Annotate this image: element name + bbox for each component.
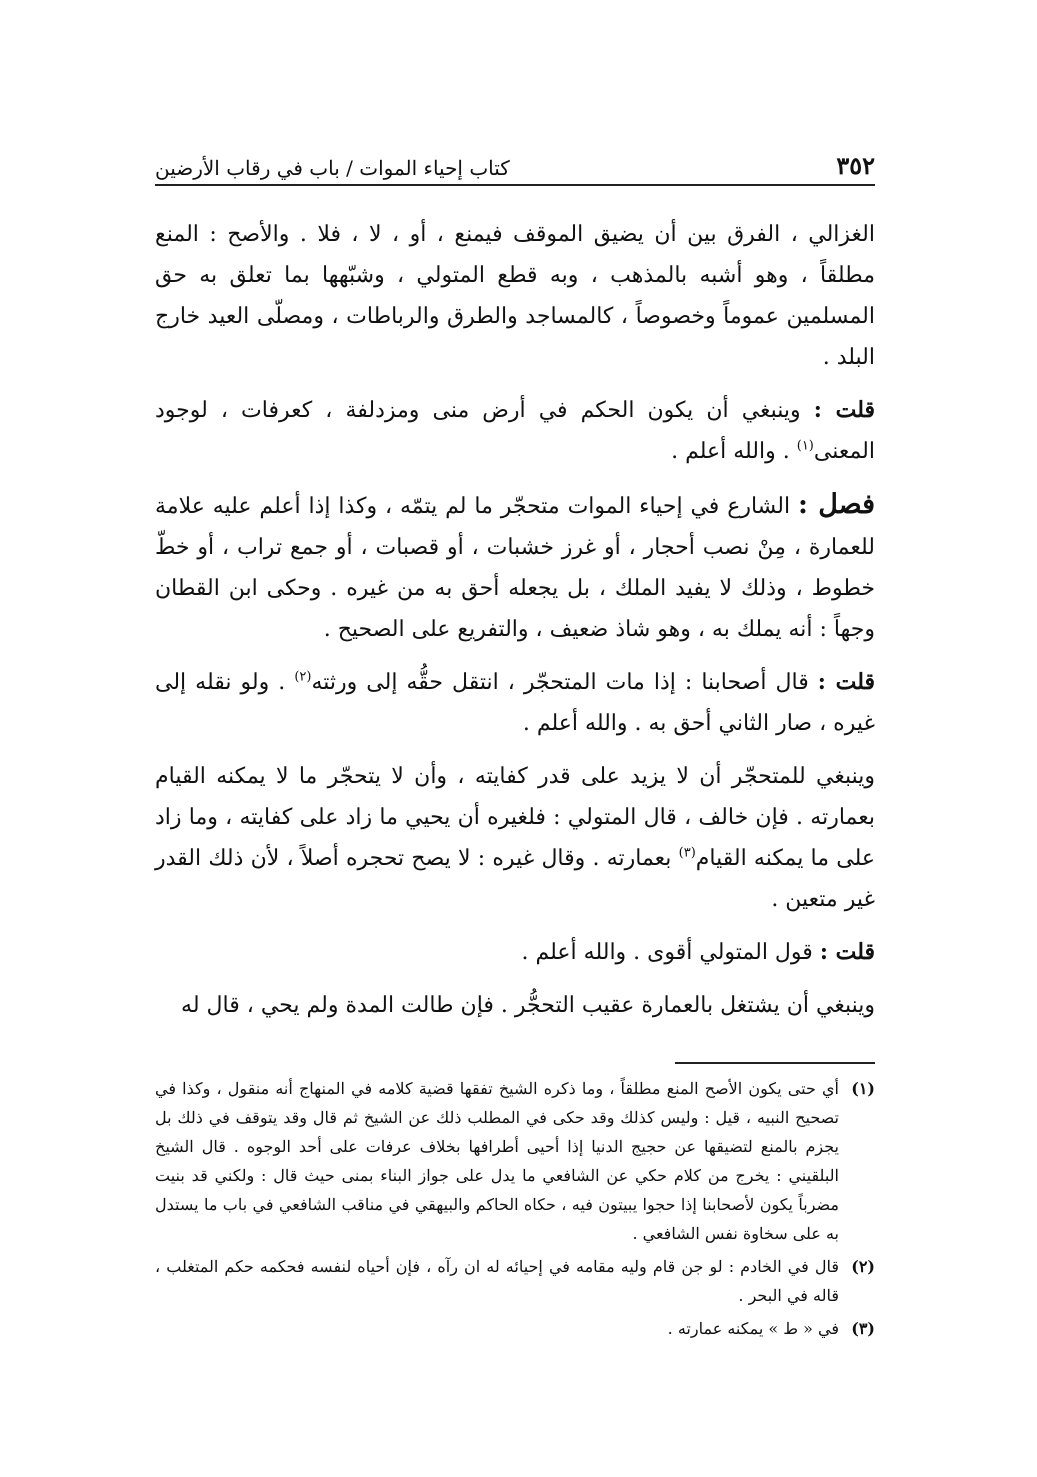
paragraph-text: . والله أعلم . (671, 439, 790, 464)
footnote-1 (155, 1074, 875, 1248)
paragraph-1: الغزالي ، الفرق بين أن يضيق الموقف فيمنع ، أو ، لا ، فلا . والأصح : المنع مطلقاً ، وهو أشبه بالمذهب ، وبه قطع المتولي ، وشبّهها بما تعلق به حق المسلمين عموماً وخصوصاً ، كالمساجد والطرق والرباطات ، ومصلّى العيد خارج البلد . (155, 222, 875, 370)
footnote-number: (٢) (851, 1257, 875, 1276)
paragraph-text: وينبغي أن يكون الحكم في أرض منى ومزدلفة ، كعرفات ، لوجود المعنى (155, 398, 875, 464)
footnote-3 (155, 1314, 875, 1343)
paragraph-text: بعمارته . وقال غيره : لا يصح تحجره أصلاً ، لأن ذلك القدر غير متعين . (155, 846, 875, 912)
paragraph-5 (155, 756, 875, 920)
main-text (155, 214, 875, 1026)
footnote-text: قال في الخادم : لو جن قام وليه مقامه في إحيائه له ان رآه ، فإن أحياه لنفسه فحكمه حكم المتغلب ، قاله في البحر . (155, 1257, 839, 1305)
page-number: ٣٥٢ (836, 151, 875, 180)
book-page (155, 140, 875, 1347)
paragraph-lead: قلت : (813, 397, 876, 423)
paragraph-text: . ولو نقله إلى غيره ، صار الثاني أحق به . والله أعلم . (155, 670, 875, 736)
paragraph-2 (155, 390, 875, 472)
paragraph-4 (155, 662, 875, 744)
footnote-ref-1[interactable]: (١) (796, 438, 814, 454)
footnotes (155, 1074, 875, 1343)
footnote-text: في « ط » يمكنه عمارته . (667, 1319, 839, 1338)
running-header (155, 140, 875, 186)
footnote-text: أي حتى يكون الأصح المنع مطلقاً ، وما ذكره الشيخ تفقها قضية كلامه في المنهاج أنه منقول ، وكذا في تصحيح النبيه ، قيل : وليس كذلك وقد حكى في المطلب ذلك عن الشيخ ثم قال وقد يتوقف في ذلك بل يجزم بالمنع لتضيقها عن حجيج الدنيا إذا أحيى أطرافها بخلاف عرفات على أحد الوجوه . قال الشيخ البلقيني : يخرج من كلام حكي عن الشافعي ما يدل على جواز البناء بمنى حيث قال : ولكني قد بنيت مضرباً يكون لأصحابنا إذا حجوا يبيتون فيه ، حكاه الحاكم والبيهقي في مناقب الشافعي في باب ما يستدل به على سخاوة نفس الشافعي . (155, 1079, 839, 1243)
paragraph-7: وينبغي أن يشتغل بالعمارة عقيب التحجُّر . فإن طالت المدة ولم يحي ، قال له (181, 993, 875, 1018)
paragraph-6 (155, 932, 875, 973)
running-title: كتاب إحياء الموات / باب في رقاب الأرضين (155, 156, 510, 180)
footnote-ref-3[interactable]: (٣) (678, 845, 696, 861)
footnote-number: (١) (851, 1079, 875, 1098)
paragraph-3 (155, 484, 875, 650)
paragraph-text: الشارع في إحياء الموات متحجّر ما لم يتمّه ، وكذا إذا أعلم عليه علامة للعمارة ، مِنْ نصب أحجار ، أو غرز خشبات ، أو قصبات ، أو جمع تراب ، أو خطّ خطوط ، وذلك لا يفيد الملك ، بل يجعله أحق به من غيره . وحكى ابن القطان وجهاً : أنه يملك به ، وهو شاذ ضعيف ، والتفريع على الصحيح . (155, 494, 875, 642)
paragraph-text: وينبغي للمتحجّر أن لا يزيد على قدر كفايته ، وأن لا يتحجّر ما لا يمكنه القيام بعمارته . فإن خالف ، قال المتولي : فلغيره أن يحيي ما زاد على كفايته ، وما زاد على ما يمكنه القيام (155, 764, 876, 871)
footnote-2 (155, 1252, 875, 1310)
footnote-divider (675, 1062, 875, 1064)
paragraph-text: قول المتولي أقوى . والله أعلم . (521, 940, 813, 965)
footnote-ref-2[interactable]: (٢) (294, 669, 312, 685)
paragraph-lead: قلت : (819, 939, 875, 965)
paragraph-lead: قلت : (817, 669, 876, 695)
section-heading: فصل : (797, 489, 876, 520)
footnote-number: (٣) (851, 1319, 875, 1338)
paragraph-text: قال أصحابنا : إذا مات المتحجّر ، انتقل حقُّه إلى ورثته (311, 670, 809, 695)
